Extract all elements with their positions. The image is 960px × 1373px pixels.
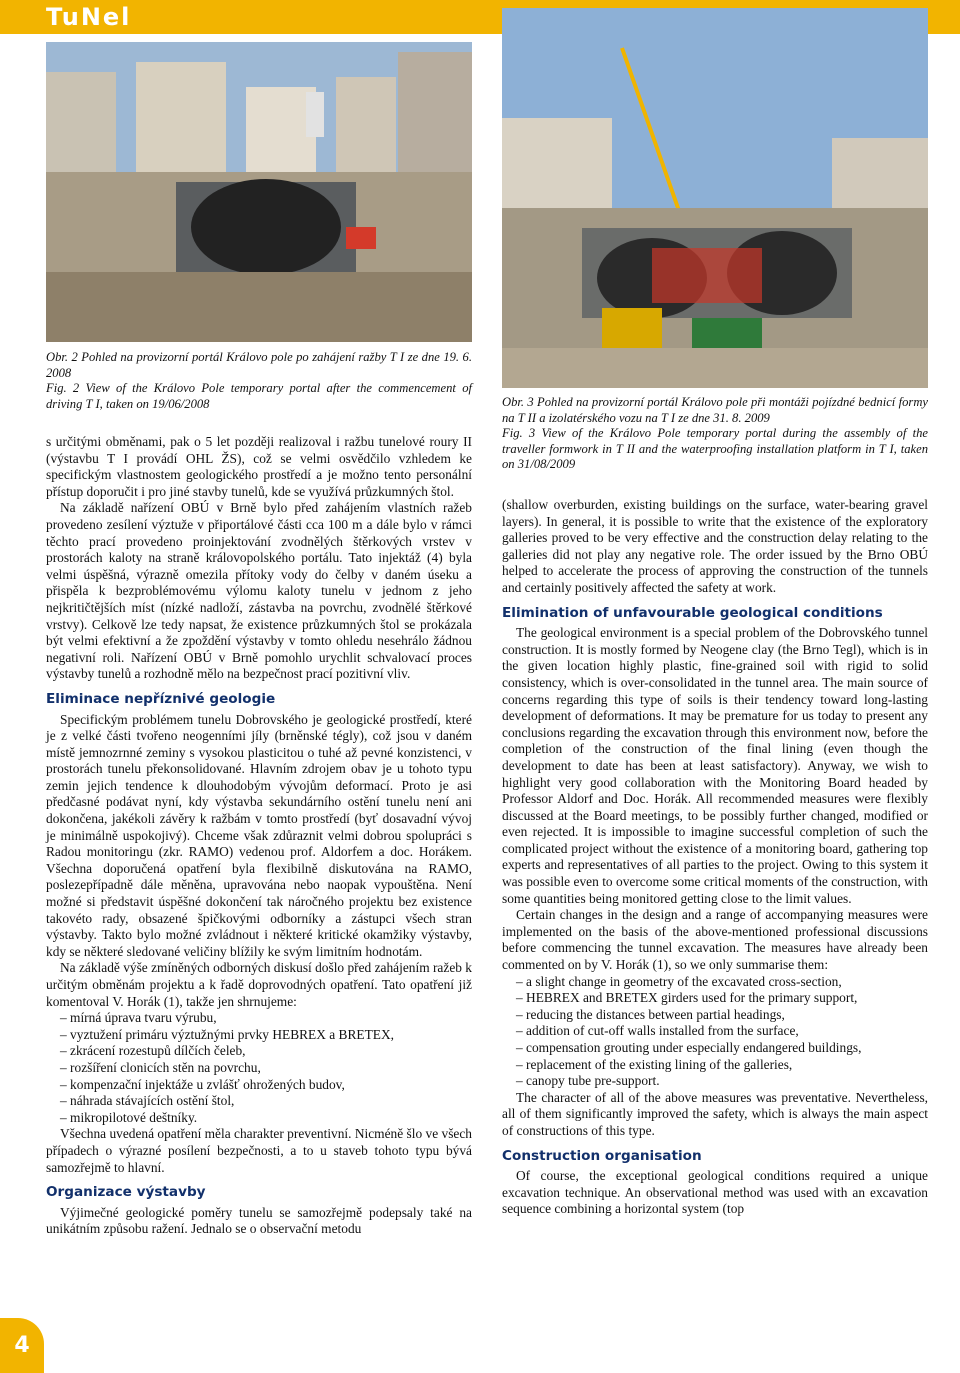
tunnel-portal-photo-right — [502, 8, 928, 388]
list-item: – mírná úprava tvaru výrubu, — [60, 1010, 472, 1027]
measures-list — [502, 974, 928, 1090]
figure-2-caption — [46, 350, 472, 412]
paragraph: (shallow overburden, existing buildings on the surface, water-bearing gravel layers). In general, it is possible to write that the existence of the exploratory galleries proved to be very effective and the construction delay relating to the galleries did not play any negative role. The order issued by the Brno OBÚ helped to accelerate the process of approving the construction of the tunnels and certainly positively affected the safety at work. — [502, 497, 928, 595]
list-item: – a slight change in geometry of the excavated cross-section, — [516, 974, 928, 991]
section-heading: Eliminace nepříznivé geologie — [46, 690, 276, 707]
list-item: – náhrada stávajících ostění štol, — [60, 1093, 472, 1110]
caption-en: Fig. 2 View of the Královo Pole temporary portal after the commencement of driving T I, taken on 19/06/2008 — [46, 381, 472, 411]
paragraph: Na základě výše zmíněných odborných diskusí došlo před zahájením ražeb k určitým obměnám projektu a k řadě doprovodných opatření. Tato opatření již komentoval V. Horák (1), takže jen shrnujeme: — [46, 960, 472, 1009]
section-heading: Construction organisation — [502, 1147, 702, 1164]
paragraph: Výjimečné geologické poměry tunelu se samozřejmě podepsaly také na unikátním způsobu ražení. Jednalo se o observační metodu — [46, 1204, 472, 1237]
list-item: – addition of cut-off walls installed from the surface, — [516, 1023, 928, 1040]
paragraph: Certain changes in the design and a range of accompanying measures were implemented on the basis of the above-mentioned professional discussions before commencing the tunnel excavation. The measures have already been commented on by V. Horák (1), so we only summarise them: — [502, 907, 928, 973]
list-item: – zkrácení rozestupů dílčích čeleb, — [60, 1043, 472, 1060]
list-item: – mikropilotové deštníky. — [60, 1110, 472, 1127]
list-item: – rozšíření clonicích stěn na povrchu, — [60, 1060, 472, 1077]
list-item: – reducing the distances between partial headings, — [516, 1007, 928, 1024]
page-number: 4 — [14, 1333, 30, 1358]
caption-en: Fig. 3 View of the Královo Pole temporary portal during the assembly of the traveller formwork in T II and the waterproofing installation platform in T I, taken on 31/08/2009 — [502, 426, 928, 472]
caption-cz: Obr. 3 Pohled na provizorní portál Královo pole při montáži pojízdné bednicí formy na T II a izolatérského vozu na T I ze dne 31. 8. 2009 — [502, 395, 928, 425]
paragraph: Of course, the exceptional geological conditions required a unique excavation technique. An observational method was used with an excavation sequence combining a horizontal system (top — [502, 1168, 928, 1217]
list-item: – vyztužení primáru výztužnými prvky HEBREX a BRETEX, — [60, 1027, 472, 1044]
measures-list — [46, 1010, 472, 1126]
list-item: – HEBREX and BRETEX girders used for the primary support, — [516, 990, 928, 1007]
paragraph: The character of all of the above measures was preventative. Nevertheless, all of them significantly improved the safety, which is always the main aspect of constructions of this type. — [502, 1089, 928, 1138]
list-item: – replacement of the existing lining of the galleries, — [516, 1057, 928, 1074]
paragraph: Specifickým problémem tunelu Dobrovského je geologické prostředí, které je z velké části tvořeno neogenními jíly (brněnské tégly), což jsou v daném místě jemnozrnné zeminy s vysokou plasticitou o tuhé až pevné konzistenci, v prostorách tunelu překonsolidované. Hlavním zdrojem obav je u tohoto typu zemin jejich tendence k dlouhodobým vývojům deformací. Proto je asi předčasné podávat nyní, kdy výstavba sekundárního ostění tunelu není ani dokončena, jakékoli závěry k ražbám v tomto prostředí (byť dosavadní vývoj je minimálně uspokojivý). Chceme však zdůraznit velmi dobrou spolupráci s Radou monitoringu (zkr. RAMO) vedenou prof. Aldorfem a doc. Horákem. Všechna doporučená opatření byla flexibilně diskutována na RAMO, poslezepřípadně dále měněna, upravována nebo naopak vypouštěna. Není možné si představit úspěšné dokončení tak náročného projektu bez existence takovéto rady, obsazené špičkovými odborníky a zástupci všech stran výstavby. Takto bylo možné zvládnout i některé kritické okamžiky výstavby, kdy se některé sledované veličiny blížily ke svým limitním hodnotám. — [46, 711, 472, 959]
page-number-badge — [0, 1318, 44, 1373]
paragraph: s určitými obměnami, pak o 5 let později realizoval i ražbu tunelové roury II (výstavbu T I provádí OHL ŽS), což se velmi osvědčilo vzhledem ke specifickým vlastnostem geologického prostředí a je možno tento personální přístup doporučit i pro jiné stavby tunelů, kde se využívá průzkumných štol. — [46, 434, 472, 499]
list-item: – compensation grouting under especially endangered buildings, — [516, 1040, 928, 1057]
journal-logo: TuNel — [46, 3, 132, 31]
section-heading: Elimination of unfavourable geological conditions — [502, 604, 883, 621]
left-article-column — [46, 434, 472, 1238]
list-item: – canopy tube pre-support. — [516, 1073, 928, 1090]
section-heading: Organizace výstavby — [46, 1184, 206, 1201]
caption-cz: Obr. 2 Pohled na provizorní portál Královo pole po zahájení ražby T I ze dne 19. 6. 2008 — [46, 350, 472, 380]
paragraph: Na základě nařízení OBÚ v Brně bylo před zahájením vlastních ražeb provedeno zesílení výztuže v připortálové části cca 100 m a dále bylo v rámci těchto prací provedeno proinjektování zvodnělých štěrkových vrstev v prostorách kaloty na straně královopolského portálu. Tato injektáž (4) byla velmi úspěšná, výrazně omezila přítoky vody do čelby v daném úseku a přispěla k bezproblémovému výlomu kaloty tunelu v jednom z jeho nejkritičtějších míst (nízké nadloží, zástavba na povrchu, zvodnělé štěrkové vrstvy). Celkově lze tedy napsat, že existence průzkumných štol se prokázala být velmi efektivní a že zpoždění výstavby v tomto ohledu nesehrálo žádnou negativní roli. Nařízení OBÚ v Brně pomohlo urychlit schvalovací proces výstavby tunelů a rozhodně mělo na bezpečnost prací pozitivní vliv. — [46, 500, 472, 682]
figure-3-caption — [502, 395, 928, 473]
tunnel-portal-photo-left — [46, 42, 472, 342]
paragraph: The geological environment is a special problem of the Dobrovského tunnel construction. It is mostly formed by Neogene clay (the Brno Tegl), which is in the given location highly plastic, fine-grained soil with rigid to solid consistency, which is over-consolidated in the tunnel area. The main source of concerns regarding this type of soils is their tendency toward long-lasting development of deformations. It may be premature for us today to present any conclusions regarding the excavation through this environment now, before the completion of the construction of the final lining (even though the development to date has been at least satisfactory). Anyway, we wish to highlight very good collaboration with the Monitoring Board headed by Professor Aldorf and Doc. Horák. All recommended measures were flexibly discussed at the Board meetings, to be possibly further changed, modified or even rejected. It is impossible to imagine successful completion of such the complicated project without the existence of a monitoring board, gathering top experts and representatives of all parties to the project. Owing to this system it was possible even to overcome some critical moments of the construction, with some quantities being monitored getting close to the limit values. — [502, 625, 928, 906]
list-item: – kompenzační injektáže u zvlášť ohrožených budov, — [60, 1077, 472, 1094]
right-article-column — [502, 497, 928, 1218]
paragraph: Všechna uvedená opatření měla charakter preventivní. Nicméně šlo ve všech případech o výrazné posílení bezpečnosti, a to u staveb tohoto typu bývá samozřejmě to hlavní. — [46, 1126, 472, 1175]
